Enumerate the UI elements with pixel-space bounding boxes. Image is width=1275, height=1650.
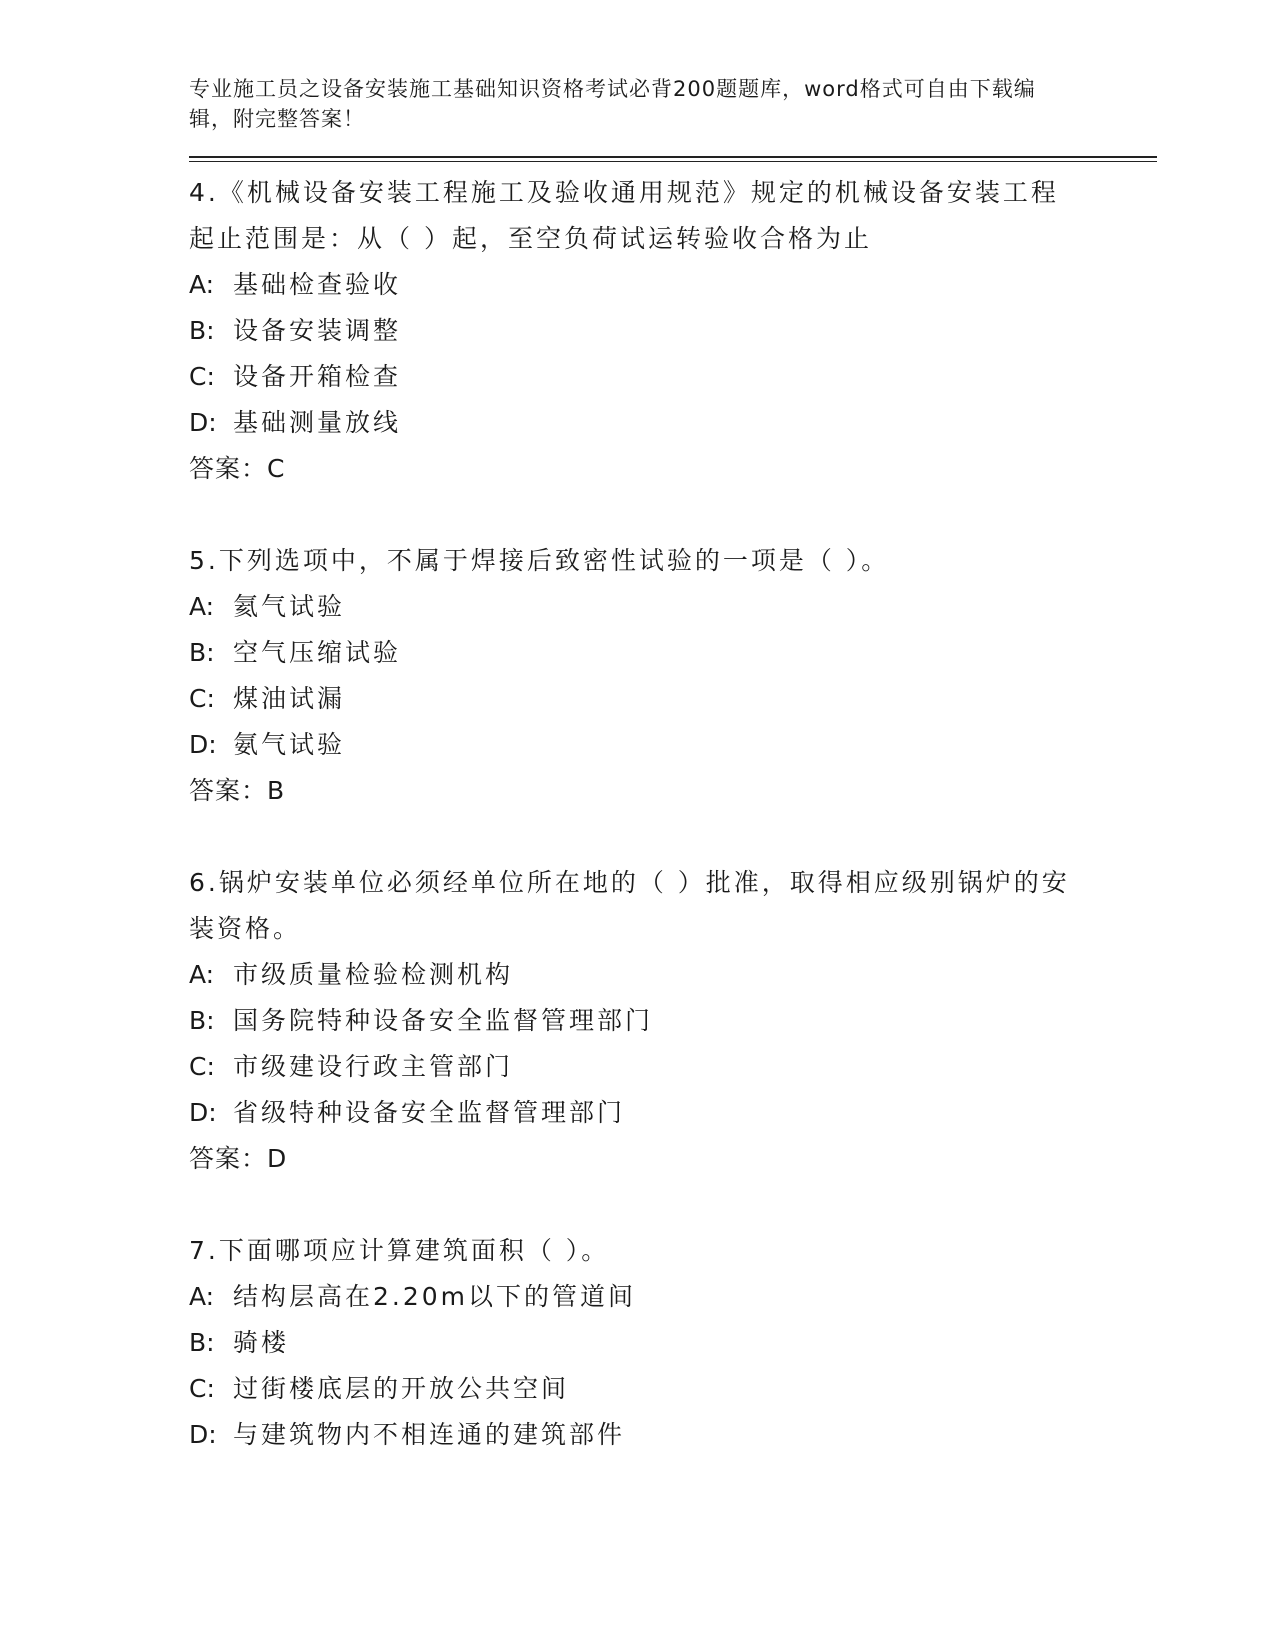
question-item — [189, 170, 1159, 492]
option-text: 基础测量放线 — [233, 408, 402, 437]
option-d — [189, 1090, 1159, 1136]
option-a — [189, 262, 1159, 308]
option-letter: C: — [189, 684, 215, 713]
divider-line-thick — [189, 156, 1157, 158]
option-d — [189, 722, 1159, 768]
answer-line: 答案：C — [189, 454, 286, 483]
option-d — [189, 1412, 1159, 1458]
option-letter: D: — [189, 730, 217, 759]
option-letter: C: — [189, 362, 215, 391]
question-item — [189, 1228, 1159, 1458]
option-letter: A: — [189, 270, 215, 299]
option-text: 氨气试验 — [233, 730, 346, 759]
option-text: 氦气试验 — [233, 592, 346, 621]
option-text: 空气压缩试验 — [233, 638, 402, 667]
option-letter: B: — [189, 1328, 215, 1357]
option-b — [189, 1320, 1159, 1366]
option-letter: D: — [189, 408, 217, 437]
answer-line: 答案：D — [189, 1144, 288, 1173]
option-text: 煤油试漏 — [233, 684, 346, 713]
question-item — [189, 538, 1159, 814]
option-b — [189, 308, 1159, 354]
option-letter: A: — [189, 960, 215, 989]
option-text: 设备安装调整 — [233, 316, 402, 345]
option-b — [189, 630, 1159, 676]
option-letter: B: — [189, 1006, 215, 1035]
option-text: 过街楼底层的开放公共空间 — [233, 1374, 570, 1403]
document-page — [189, 74, 1159, 1504]
option-c — [189, 676, 1159, 722]
divider-line-thin — [189, 161, 1157, 162]
option-letter: A: — [189, 592, 215, 621]
option-d — [189, 400, 1159, 446]
option-text: 骑楼 — [233, 1328, 290, 1357]
option-text: 设备开箱检查 — [233, 362, 402, 391]
option-a — [189, 1274, 1159, 1320]
option-text: 与建筑物内不相连通的建筑部件 — [233, 1420, 626, 1449]
option-letter: B: — [189, 316, 215, 345]
option-c — [189, 1044, 1159, 1090]
option-letter: B: — [189, 638, 215, 667]
header-divider — [189, 156, 1157, 162]
answer-line: 答案：B — [189, 776, 286, 805]
option-a — [189, 952, 1159, 998]
option-c — [189, 1366, 1159, 1412]
option-text: 国务院特种设备安全监督管理部门 — [233, 1006, 654, 1035]
option-text: 基础检查验收 — [233, 270, 402, 299]
option-text: 省级特种设备安全监督管理部门 — [233, 1098, 626, 1127]
option-text: 市级质量检验检测机构 — [233, 960, 514, 989]
question-stem: 6.锅炉安装单位必须经单位所在地的（ ）批准，取得相应级别锅炉的安装资格。 — [189, 868, 1070, 943]
option-c — [189, 354, 1159, 400]
option-letter: D: — [189, 1420, 217, 1449]
option-letter: C: — [189, 1374, 215, 1403]
option-b — [189, 998, 1159, 1044]
question-stem: 5.下列选项中，不属于焊接后致密性试验的一项是（ ）。 — [189, 546, 890, 575]
option-letter: A: — [189, 1282, 215, 1311]
option-text: 市级建设行政主管部门 — [233, 1052, 514, 1081]
option-a — [189, 584, 1159, 630]
option-letter: D: — [189, 1098, 217, 1127]
question-item — [189, 860, 1159, 1182]
option-text: 结构层高在2.20m以下的管道间 — [233, 1282, 637, 1311]
document-header: 专业施工员之设备安装施工基础知识资格考试必背200题题库，word格式可自由下载编辑，附完整答案！ — [189, 77, 1036, 131]
option-letter: C: — [189, 1052, 215, 1081]
question-stem: 7.下面哪项应计算建筑面积（ ）。 — [189, 1236, 610, 1265]
question-list — [189, 170, 1159, 1458]
question-stem: 4.《机械设备安装工程施工及验收通用规范》规定的机械设备安装工程起止范围是：从（ ）起，至空负荷试运转验收合格为止 — [189, 178, 1059, 253]
